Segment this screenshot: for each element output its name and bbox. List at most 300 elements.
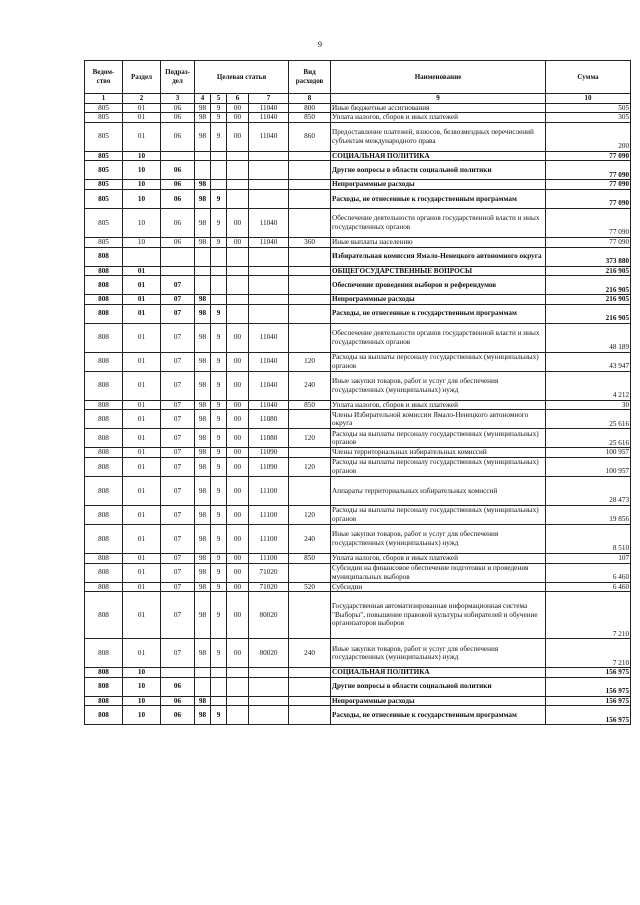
cell-target-1: 98 xyxy=(195,180,211,190)
cell-name: Расходы, не отнесенные к государственным программам xyxy=(331,706,546,725)
cell-target-1: 98 xyxy=(195,400,211,410)
cell-target-3 xyxy=(227,247,249,266)
cell-expense-type xyxy=(289,247,331,266)
cell-target-3: 00 xyxy=(227,476,249,505)
cell-section: 01 xyxy=(123,563,161,582)
cell-target-3 xyxy=(227,266,249,276)
table-row xyxy=(85,592,631,639)
table-header-row xyxy=(85,61,631,94)
cell-section: 01 xyxy=(123,276,161,295)
cell-target-1: 98 xyxy=(195,371,211,400)
cell-target-1: 98 xyxy=(195,352,211,371)
cell-target-2: 9 xyxy=(211,103,227,113)
cell-target-3: 00 xyxy=(227,113,249,123)
table-row xyxy=(85,247,631,266)
cell-target-2: 9 xyxy=(211,323,227,352)
cell-section: 01 xyxy=(123,448,161,458)
cell-name: Непрограммные расходы xyxy=(331,180,546,190)
column-number: 4 xyxy=(195,94,211,104)
column-number: 10 xyxy=(546,94,631,104)
cell-target-2 xyxy=(211,696,227,706)
cell-expense-type: 120 xyxy=(289,429,331,448)
cell-name: Субсидии на финансовое обеспечение подготовки и проведения муниципальных выборов xyxy=(331,563,546,582)
cell-subsection xyxy=(161,668,195,678)
cell-target-1: 98 xyxy=(195,639,211,668)
cell-target-3 xyxy=(227,189,249,208)
column-numbers-row xyxy=(85,94,631,104)
cell-target-1 xyxy=(195,266,211,276)
cell-target-4: 71020 xyxy=(249,582,289,592)
cell-subsection: 07 xyxy=(161,592,195,639)
cell-expense-type xyxy=(289,151,331,161)
cell-department: 808 xyxy=(85,524,123,553)
cell-target-1: 98 xyxy=(195,189,211,208)
cell-name: Иные закупки товаров, работ и услуг для обеспечения государственных (муниципальных) нужд xyxy=(331,639,546,668)
cell-name: Расходы на выплаты персоналу государственных (муниципальных) органов xyxy=(331,352,546,371)
table-row xyxy=(85,151,631,161)
cell-subsection: 07 xyxy=(161,524,195,553)
cell-name: Другие вопросы в области социальной политики xyxy=(331,161,546,180)
cell-expense-type: 520 xyxy=(289,582,331,592)
cell-target-2 xyxy=(211,151,227,161)
column-number: 3 xyxy=(161,94,195,104)
cell-section xyxy=(123,247,161,266)
cell-sum: 43 947 xyxy=(546,352,631,371)
header-name: Наименование xyxy=(331,61,546,94)
cell-target-2: 9 xyxy=(211,457,227,476)
cell-department: 808 xyxy=(85,400,123,410)
header-expense-type: Вид расходов xyxy=(289,61,331,94)
cell-expense-type xyxy=(289,323,331,352)
table-row xyxy=(85,352,631,371)
cell-section: 10 xyxy=(123,189,161,208)
column-number: 5 xyxy=(211,94,227,104)
cell-target-4: 11100 xyxy=(249,524,289,553)
cell-sum: 156 975 xyxy=(546,706,631,725)
cell-target-3: 00 xyxy=(227,524,249,553)
cell-target-4 xyxy=(249,161,289,180)
cell-subsection: 07 xyxy=(161,410,195,429)
cell-department: 808 xyxy=(85,323,123,352)
cell-target-1 xyxy=(195,247,211,266)
table-row xyxy=(85,122,631,151)
header-target-article: Целевая статья xyxy=(195,61,289,94)
cell-target-4: 11040 xyxy=(249,400,289,410)
cell-department: 808 xyxy=(85,266,123,276)
cell-section: 10 xyxy=(123,677,161,696)
cell-target-2: 9 xyxy=(211,448,227,458)
cell-sum: 30 xyxy=(546,400,631,410)
cell-subsection: 07 xyxy=(161,505,195,524)
cell-subsection: 07 xyxy=(161,429,195,448)
cell-expense-type xyxy=(289,476,331,505)
cell-target-3 xyxy=(227,161,249,180)
cell-subsection: 07 xyxy=(161,352,195,371)
cell-name: Уплата налогов, сборов и иных платежей xyxy=(331,400,546,410)
cell-target-4: 11040 xyxy=(249,208,289,237)
cell-target-2: 9 xyxy=(211,410,227,429)
cell-subsection: 07 xyxy=(161,371,195,400)
cell-expense-type xyxy=(289,696,331,706)
cell-expense-type xyxy=(289,563,331,582)
cell-target-4 xyxy=(249,295,289,305)
cell-name: Непрограммные расходы xyxy=(331,696,546,706)
cell-sum: 200 xyxy=(546,122,631,151)
cell-expense-type xyxy=(289,304,331,323)
cell-target-3: 00 xyxy=(227,582,249,592)
cell-department: 808 xyxy=(85,410,123,429)
cell-section: 10 xyxy=(123,151,161,161)
cell-department: 808 xyxy=(85,582,123,592)
cell-name: Расходы, не отнесенные к государственным программам xyxy=(331,189,546,208)
cell-department: 808 xyxy=(85,247,123,266)
header-subsection: Подраз-дел xyxy=(161,61,195,94)
cell-target-4: 11040 xyxy=(249,371,289,400)
cell-name: Предоставление платежей, взносов, безвозмездных перечислений субъектам международного права xyxy=(331,122,546,151)
table-row xyxy=(85,208,631,237)
cell-target-4: 11100 xyxy=(249,553,289,563)
cell-department: 805 xyxy=(85,180,123,190)
cell-target-3: 00 xyxy=(227,122,249,151)
cell-target-3: 00 xyxy=(227,208,249,237)
cell-target-1: 98 xyxy=(195,553,211,563)
cell-expense-type xyxy=(289,161,331,180)
cell-expense-type: 360 xyxy=(289,237,331,247)
cell-department: 808 xyxy=(85,371,123,400)
cell-sum: 77 090 xyxy=(546,208,631,237)
cell-target-1: 98 xyxy=(195,237,211,247)
cell-target-3: 00 xyxy=(227,410,249,429)
cell-target-3: 00 xyxy=(227,371,249,400)
cell-expense-type: 850 xyxy=(289,400,331,410)
cell-section: 01 xyxy=(123,553,161,563)
cell-name: Уплата налогов, сборов и иных платежей xyxy=(331,553,546,563)
cell-subsection: 06 xyxy=(161,706,195,725)
cell-sum: 216 905 xyxy=(546,266,631,276)
cell-target-3: 00 xyxy=(227,592,249,639)
cell-sum: 100 957 xyxy=(546,448,631,458)
cell-name: Члены Избирательной комиссии Ямало-Ненецкого автономного округа xyxy=(331,410,546,429)
table-row xyxy=(85,563,631,582)
cell-target-4: 11040 xyxy=(249,237,289,247)
cell-target-4 xyxy=(249,247,289,266)
cell-section: 01 xyxy=(123,476,161,505)
table-row xyxy=(85,237,631,247)
cell-name: Обеспечение деятельности органов государственной власти и иных государственных органов xyxy=(331,323,546,352)
cell-subsection: 06 xyxy=(161,103,195,113)
cell-sum: 107 xyxy=(546,553,631,563)
cell-target-2 xyxy=(211,266,227,276)
cell-target-4: 11080 xyxy=(249,410,289,429)
table-row xyxy=(85,410,631,429)
cell-department: 808 xyxy=(85,706,123,725)
cell-name: Расходы на выплаты персоналу государственных (муниципальных) органов xyxy=(331,457,546,476)
column-number: 7 xyxy=(249,94,289,104)
cell-department: 808 xyxy=(85,352,123,371)
cell-target-3: 00 xyxy=(227,352,249,371)
cell-sum: 156 975 xyxy=(546,696,631,706)
cell-name: Обеспечение деятельности органов государственной власти и иных государственных органов xyxy=(331,208,546,237)
cell-subsection: 06 xyxy=(161,208,195,237)
cell-name: Обеспечение проведения выборов и референдумов xyxy=(331,276,546,295)
cell-name: Аппараты территориальных избирательных комиссий xyxy=(331,476,546,505)
cell-target-4: 11100 xyxy=(249,505,289,524)
cell-expense-type: 240 xyxy=(289,371,331,400)
cell-section: 10 xyxy=(123,706,161,725)
cell-target-4 xyxy=(249,189,289,208)
cell-target-1: 98 xyxy=(195,208,211,237)
cell-sum: 100 957 xyxy=(546,457,631,476)
page-number: 9 xyxy=(318,40,322,49)
cell-section: 01 xyxy=(123,457,161,476)
cell-section: 01 xyxy=(123,103,161,113)
cell-target-4 xyxy=(249,696,289,706)
cell-target-1: 98 xyxy=(195,122,211,151)
cell-department: 808 xyxy=(85,563,123,582)
cell-target-4 xyxy=(249,677,289,696)
cell-subsection: 07 xyxy=(161,582,195,592)
cell-name: Члены территориальных избирательных комиссий xyxy=(331,448,546,458)
cell-subsection: 06 xyxy=(161,122,195,151)
cell-department: 808 xyxy=(85,476,123,505)
cell-subsection: 07 xyxy=(161,400,195,410)
cell-section: 01 xyxy=(123,371,161,400)
cell-target-3 xyxy=(227,696,249,706)
column-number: 1 xyxy=(85,94,123,104)
cell-sum: 77 090 xyxy=(546,237,631,247)
cell-target-2 xyxy=(211,161,227,180)
cell-name: Избирательная комиссия Ямало-Ненецкого автономного округа xyxy=(331,247,546,266)
cell-target-3 xyxy=(227,668,249,678)
cell-target-4: 80020 xyxy=(249,639,289,668)
table-body xyxy=(85,103,631,725)
cell-expense-type: 800 xyxy=(289,103,331,113)
cell-target-2: 9 xyxy=(211,237,227,247)
cell-section: 01 xyxy=(123,113,161,123)
cell-name: Субсидии xyxy=(331,582,546,592)
cell-section: 01 xyxy=(123,410,161,429)
cell-target-2 xyxy=(211,247,227,266)
cell-expense-type xyxy=(289,410,331,429)
cell-section: 01 xyxy=(123,524,161,553)
cell-target-3: 00 xyxy=(227,103,249,113)
cell-target-4: 11100 xyxy=(249,476,289,505)
table-row xyxy=(85,161,631,180)
table-row xyxy=(85,524,631,553)
cell-sum: 48 189 xyxy=(546,323,631,352)
cell-target-2: 9 xyxy=(211,706,227,725)
table-row xyxy=(85,295,631,305)
cell-expense-type: 860 xyxy=(289,122,331,151)
cell-sum: 216 905 xyxy=(546,276,631,295)
cell-name: Непрограммные расходы xyxy=(331,295,546,305)
cell-target-4: 11080 xyxy=(249,429,289,448)
cell-expense-type xyxy=(289,448,331,458)
cell-section: 01 xyxy=(123,122,161,151)
cell-target-2: 9 xyxy=(211,371,227,400)
cell-name: СОЦИАЛЬНАЯ ПОЛИТИКА xyxy=(331,668,546,678)
cell-department: 808 xyxy=(85,295,123,305)
cell-department: 805 xyxy=(85,208,123,237)
cell-section: 01 xyxy=(123,352,161,371)
cell-sum: 156 975 xyxy=(546,677,631,696)
cell-target-1: 98 xyxy=(195,429,211,448)
cell-target-1: 98 xyxy=(195,706,211,725)
cell-target-4: 11040 xyxy=(249,323,289,352)
cell-target-4 xyxy=(249,304,289,323)
cell-target-4: 11090 xyxy=(249,457,289,476)
cell-target-3: 00 xyxy=(227,457,249,476)
table-row xyxy=(85,457,631,476)
cell-section: 10 xyxy=(123,161,161,180)
cell-section: 01 xyxy=(123,592,161,639)
cell-target-3 xyxy=(227,295,249,305)
cell-target-3 xyxy=(227,677,249,696)
cell-target-2 xyxy=(211,295,227,305)
cell-section: 10 xyxy=(123,237,161,247)
cell-department: 808 xyxy=(85,639,123,668)
cell-target-4 xyxy=(249,276,289,295)
cell-sum: 7 210 xyxy=(546,592,631,639)
cell-section: 10 xyxy=(123,180,161,190)
cell-target-2: 9 xyxy=(211,592,227,639)
cell-department: 808 xyxy=(85,304,123,323)
cell-expense-type xyxy=(289,592,331,639)
cell-target-1: 98 xyxy=(195,524,211,553)
cell-target-1 xyxy=(195,276,211,295)
cell-sum: 77 090 xyxy=(546,189,631,208)
cell-subsection: 07 xyxy=(161,476,195,505)
header-section: Раздел xyxy=(123,61,161,94)
cell-target-4: 71020 xyxy=(249,563,289,582)
cell-department: 805 xyxy=(85,103,123,113)
cell-expense-type: 240 xyxy=(289,524,331,553)
cell-subsection: 06 xyxy=(161,113,195,123)
cell-name: Уплата налогов, сборов и иных платежей xyxy=(331,113,546,123)
cell-sum: 216 905 xyxy=(546,304,631,323)
cell-expense-type: 850 xyxy=(289,553,331,563)
cell-target-1: 98 xyxy=(195,323,211,352)
cell-sum: 505 xyxy=(546,103,631,113)
cell-subsection: 07 xyxy=(161,457,195,476)
cell-department: 808 xyxy=(85,429,123,448)
budget-table xyxy=(84,60,631,725)
cell-department: 808 xyxy=(85,677,123,696)
cell-target-2: 9 xyxy=(211,429,227,448)
cell-expense-type xyxy=(289,276,331,295)
cell-target-1: 98 xyxy=(195,410,211,429)
table-row xyxy=(85,180,631,190)
cell-target-2: 9 xyxy=(211,304,227,323)
column-number: 8 xyxy=(289,94,331,104)
cell-target-1: 98 xyxy=(195,457,211,476)
cell-sum: 373 880 xyxy=(546,247,631,266)
cell-department: 808 xyxy=(85,505,123,524)
cell-section: 01 xyxy=(123,639,161,668)
column-number: 2 xyxy=(123,94,161,104)
cell-subsection xyxy=(161,151,195,161)
cell-section: 01 xyxy=(123,323,161,352)
cell-target-3: 00 xyxy=(227,429,249,448)
cell-expense-type xyxy=(289,180,331,190)
cell-sum: 305 xyxy=(546,113,631,123)
cell-subsection xyxy=(161,266,195,276)
cell-department: 808 xyxy=(85,457,123,476)
table-row xyxy=(85,553,631,563)
cell-target-3 xyxy=(227,151,249,161)
table-row xyxy=(85,696,631,706)
cell-sum: 25 616 xyxy=(546,429,631,448)
cell-subsection: 07 xyxy=(161,563,195,582)
cell-target-1: 98 xyxy=(195,113,211,123)
cell-department: 808 xyxy=(85,276,123,295)
cell-sum: 77 090 xyxy=(546,151,631,161)
cell-target-3: 00 xyxy=(227,639,249,668)
cell-target-1: 98 xyxy=(195,696,211,706)
cell-target-2 xyxy=(211,668,227,678)
table-row xyxy=(85,582,631,592)
cell-target-3 xyxy=(227,180,249,190)
cell-target-2: 9 xyxy=(211,113,227,123)
cell-subsection: 06 xyxy=(161,696,195,706)
cell-subsection: 06 xyxy=(161,161,195,180)
cell-target-4: 11040 xyxy=(249,352,289,371)
cell-target-3: 00 xyxy=(227,553,249,563)
cell-subsection: 06 xyxy=(161,189,195,208)
cell-target-3 xyxy=(227,304,249,323)
table-row xyxy=(85,323,631,352)
cell-expense-type xyxy=(289,706,331,725)
cell-target-1: 98 xyxy=(195,592,211,639)
table-row xyxy=(85,304,631,323)
cell-target-1: 98 xyxy=(195,563,211,582)
cell-section: 01 xyxy=(123,266,161,276)
table-row xyxy=(85,677,631,696)
cell-target-2: 9 xyxy=(211,352,227,371)
cell-department: 808 xyxy=(85,448,123,458)
table-row xyxy=(85,476,631,505)
cell-expense-type: 850 xyxy=(289,113,331,123)
cell-expense-type xyxy=(289,266,331,276)
cell-section: 10 xyxy=(123,668,161,678)
cell-target-1: 98 xyxy=(195,448,211,458)
cell-name: Иные закупки товаров, работ и услуг для обеспечения государственных (муниципальных) нужд xyxy=(331,371,546,400)
cell-department: 805 xyxy=(85,151,123,161)
cell-target-4 xyxy=(249,266,289,276)
cell-target-1: 98 xyxy=(195,304,211,323)
cell-target-2: 9 xyxy=(211,122,227,151)
cell-sum: 77 090 xyxy=(546,161,631,180)
cell-sum: 216 905 xyxy=(546,295,631,305)
column-number: 9 xyxy=(331,94,546,104)
cell-name: СОЦИАЛЬНАЯ ПОЛИТИКА xyxy=(331,151,546,161)
table-row xyxy=(85,448,631,458)
cell-department: 805 xyxy=(85,122,123,151)
cell-expense-type xyxy=(289,189,331,208)
cell-sum: 77 090 xyxy=(546,180,631,190)
cell-target-4 xyxy=(249,151,289,161)
cell-target-2: 9 xyxy=(211,189,227,208)
cell-target-3: 00 xyxy=(227,505,249,524)
cell-target-2: 9 xyxy=(211,400,227,410)
cell-section: 01 xyxy=(123,582,161,592)
cell-subsection: 06 xyxy=(161,677,195,696)
cell-target-4 xyxy=(249,180,289,190)
cell-subsection: 06 xyxy=(161,180,195,190)
cell-subsection: 07 xyxy=(161,639,195,668)
cell-target-2: 9 xyxy=(211,505,227,524)
cell-subsection: 07 xyxy=(161,304,195,323)
